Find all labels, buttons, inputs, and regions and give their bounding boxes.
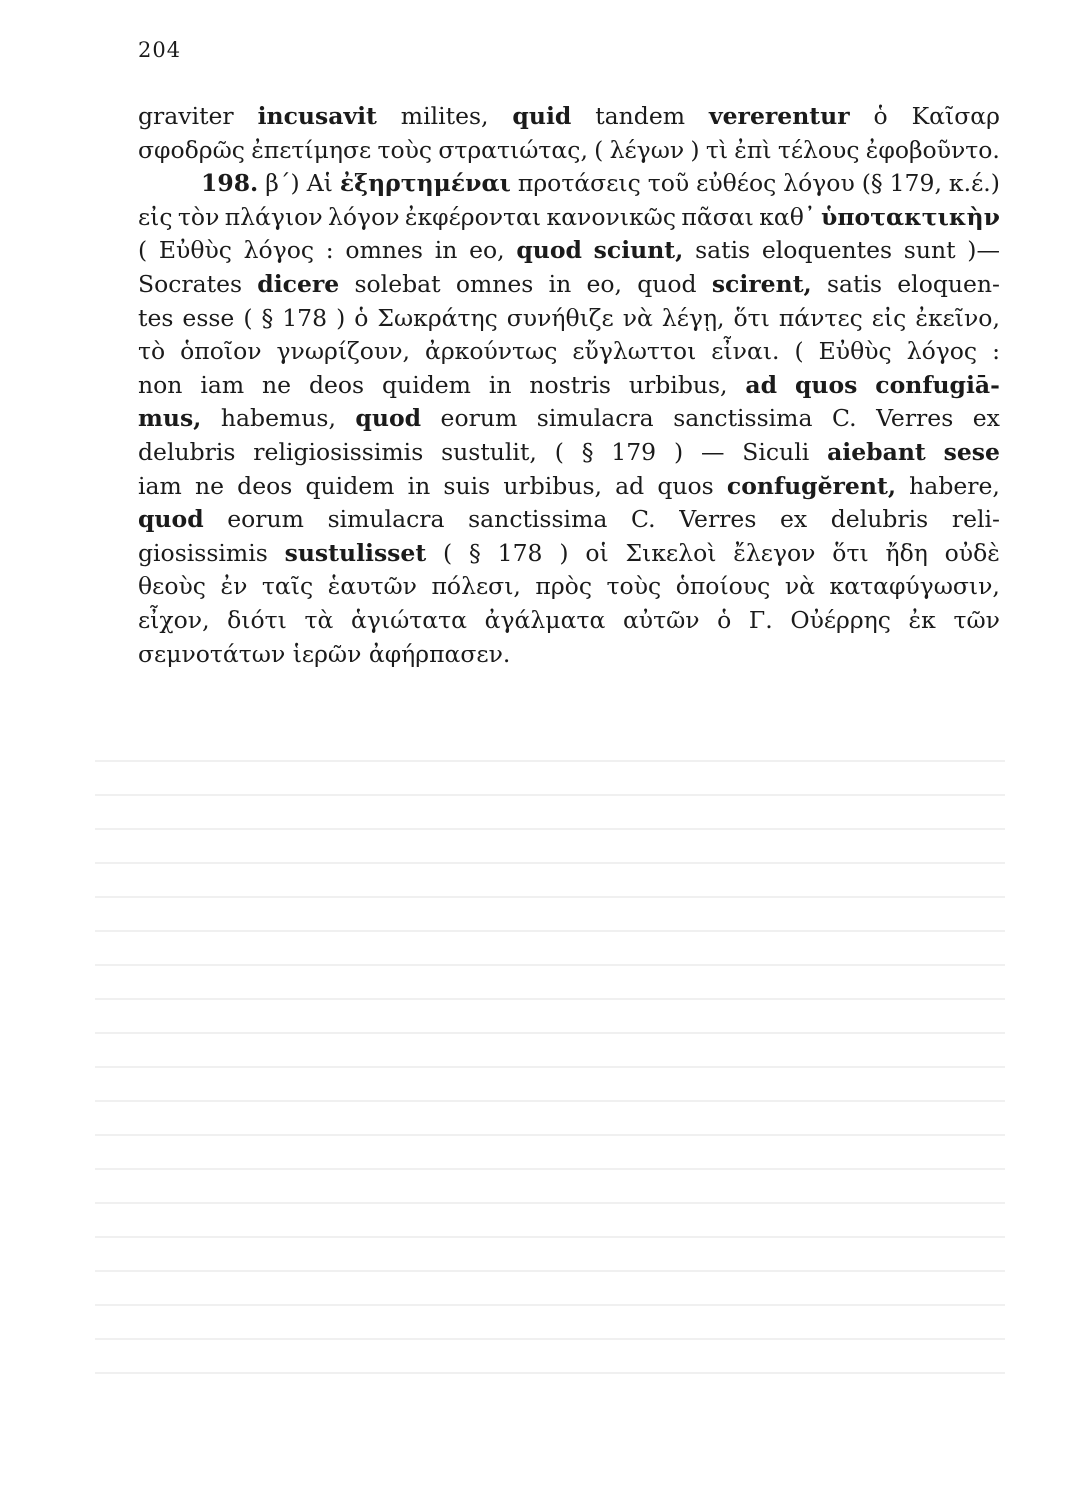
word: deos bbox=[237, 471, 293, 500]
word: νὰ bbox=[622, 303, 653, 332]
word: nostris bbox=[529, 370, 611, 399]
word: ἐπὶ bbox=[734, 135, 772, 164]
bold-word: ἐξηρτημέναι bbox=[339, 169, 511, 198]
show-through-background bbox=[95, 760, 1005, 1400]
word: ὁ bbox=[354, 303, 369, 332]
word: πᾶσαι bbox=[681, 202, 754, 231]
word: ad bbox=[615, 471, 645, 500]
word: reli- bbox=[951, 505, 1000, 534]
bold-word: quod bbox=[355, 404, 422, 433]
word: satis bbox=[695, 236, 751, 265]
word: λέγῃ, bbox=[661, 303, 725, 332]
word: τὰ bbox=[304, 605, 334, 634]
word: διότι bbox=[227, 605, 287, 634]
word: εἶναι. bbox=[711, 337, 780, 366]
word: in bbox=[407, 471, 431, 500]
word: β΄) bbox=[265, 169, 300, 198]
word: eloquen- bbox=[897, 269, 1000, 298]
word: § bbox=[469, 538, 481, 567]
text-line bbox=[138, 234, 1000, 268]
word: στρατιώτας, bbox=[438, 135, 588, 164]
word: eorum bbox=[440, 404, 518, 433]
bold-word: confugiā- bbox=[875, 370, 1000, 399]
word: deos bbox=[308, 370, 365, 399]
word: τέλους bbox=[777, 135, 860, 164]
word: Socrates bbox=[138, 269, 243, 298]
word: αὐτῶν bbox=[622, 605, 700, 634]
word: Σικελοὶ bbox=[625, 538, 717, 567]
word: ( bbox=[443, 538, 453, 567]
word: ) bbox=[673, 437, 684, 466]
word: πάντες bbox=[778, 303, 863, 332]
word: in bbox=[488, 370, 512, 399]
word: πρὸς bbox=[535, 572, 592, 601]
body-text bbox=[138, 100, 1000, 671]
word: Καῖσαρ bbox=[911, 102, 1000, 130]
text-line bbox=[138, 134, 1000, 168]
word: λόγος bbox=[243, 236, 315, 265]
text-line bbox=[138, 167, 1000, 201]
word: ἐν bbox=[220, 572, 248, 601]
word: milites, bbox=[400, 102, 489, 130]
word: εὔγλωττοι bbox=[572, 337, 697, 366]
bold-word: mus, bbox=[138, 404, 202, 433]
word: ἁγιώτατα bbox=[350, 605, 468, 634]
word: τὸν bbox=[177, 202, 220, 231]
word: sunt bbox=[903, 236, 956, 265]
word: Εὐθὺς bbox=[158, 236, 232, 265]
bold-word: scirent, bbox=[711, 269, 812, 298]
bold-word: quod bbox=[516, 236, 582, 265]
word: τοῦ bbox=[647, 169, 690, 198]
text-line bbox=[138, 638, 1000, 672]
word: ἐπετίμησε bbox=[251, 135, 372, 164]
word: ἤδη bbox=[885, 538, 928, 567]
word: ἐκ bbox=[908, 605, 936, 634]
word: ) bbox=[336, 303, 346, 332]
word: Γ. bbox=[748, 605, 773, 634]
word: graviter bbox=[138, 102, 234, 130]
word: ὁποῖον bbox=[180, 337, 262, 366]
word: ( bbox=[554, 437, 564, 466]
bold-word: quid bbox=[512, 102, 572, 130]
word: ( bbox=[794, 337, 804, 366]
word: urbibus, bbox=[503, 471, 602, 500]
text-line bbox=[138, 537, 1000, 571]
word: sustulit, bbox=[441, 437, 537, 466]
word: ( bbox=[243, 303, 253, 332]
word: οὐδὲ bbox=[944, 538, 1000, 567]
bold-word: quos bbox=[794, 370, 858, 399]
word: : bbox=[325, 236, 334, 265]
word: θεοὺς bbox=[138, 572, 206, 601]
word: eo, bbox=[586, 269, 622, 298]
word: ἐκεῖνο, bbox=[915, 303, 1000, 332]
text-line bbox=[138, 402, 1000, 436]
bold-word: ὑποτακτικὴν bbox=[821, 202, 1000, 231]
bold-word: sese bbox=[943, 437, 1000, 466]
word: σφοδρῶς bbox=[138, 135, 245, 164]
word: omnes bbox=[455, 269, 534, 298]
text-line bbox=[138, 604, 1000, 638]
word: tes bbox=[138, 303, 174, 332]
word: iam bbox=[138, 471, 182, 500]
word: κ.έ.) bbox=[948, 169, 1000, 198]
text-line bbox=[138, 201, 1000, 235]
word: in bbox=[548, 269, 572, 298]
word: τὶ bbox=[705, 135, 729, 164]
word: 179 bbox=[611, 437, 657, 466]
word: 179, bbox=[889, 169, 942, 198]
word: ὁ bbox=[717, 605, 732, 634]
word: ὁποίους bbox=[675, 572, 771, 601]
word: λόγου bbox=[783, 169, 855, 198]
word: ἀφήρπασεν. bbox=[368, 639, 511, 668]
word: ἐκφέρονται bbox=[404, 202, 542, 231]
word: Σωκράτης bbox=[377, 303, 498, 332]
bold-word: sustulisset bbox=[284, 538, 427, 567]
word: Οὐέρρης bbox=[790, 605, 891, 634]
word: ) bbox=[690, 135, 700, 164]
word: νὰ bbox=[784, 572, 815, 601]
word: : bbox=[992, 337, 1000, 366]
word: in bbox=[434, 236, 458, 265]
bold-word: vererentur bbox=[708, 102, 850, 130]
text-line bbox=[138, 570, 1000, 604]
bold-word: dicere bbox=[257, 269, 340, 298]
word: καταφύγωσιν, bbox=[829, 572, 1000, 601]
word: solebat bbox=[354, 269, 441, 298]
word: sanctissima bbox=[673, 404, 813, 433]
word: sanctissima bbox=[468, 505, 608, 534]
text-line bbox=[138, 369, 1000, 403]
word: C. bbox=[831, 404, 857, 433]
word: eo, bbox=[469, 236, 505, 265]
bold-word: confugĕrent, bbox=[726, 471, 897, 500]
word: ne bbox=[262, 370, 292, 399]
word: εἶχον, bbox=[138, 605, 210, 634]
word: ὁ bbox=[873, 102, 888, 130]
word: τοὺς bbox=[377, 135, 433, 164]
word: ὅτι bbox=[733, 303, 770, 332]
word: ( bbox=[138, 236, 148, 265]
word: κανονικῶς bbox=[546, 202, 677, 231]
bold-word: incusavit bbox=[257, 102, 377, 130]
word: Verres bbox=[876, 404, 954, 433]
word: quos bbox=[657, 471, 714, 500]
word: § bbox=[581, 437, 594, 466]
word: — bbox=[700, 437, 725, 466]
word: omnes bbox=[345, 236, 423, 265]
word: eorum bbox=[227, 505, 304, 534]
word: 178 bbox=[497, 538, 543, 567]
text-line bbox=[138, 436, 1000, 470]
word: habemus, bbox=[220, 404, 336, 433]
word: ὅτι bbox=[832, 538, 869, 567]
word: σεμνοτάτων bbox=[138, 639, 293, 668]
word: eloquentes bbox=[761, 236, 893, 265]
word: 178 bbox=[282, 303, 328, 332]
word: τοὺς bbox=[606, 572, 662, 601]
word: simulacra bbox=[327, 505, 445, 534]
word: λέγων bbox=[609, 135, 685, 164]
word: εἰς bbox=[871, 303, 907, 332]
word: ἀγάλματα bbox=[484, 605, 606, 634]
word: λόγον bbox=[327, 202, 400, 231]
word: )— bbox=[967, 236, 1000, 265]
word: ταῖς bbox=[261, 572, 314, 601]
word: τὸ bbox=[138, 337, 166, 366]
word: quidem bbox=[382, 370, 471, 399]
word: ἐφοβοῦντο. bbox=[865, 135, 1000, 164]
word: Αἱ bbox=[306, 169, 333, 198]
word: συνήθιζε bbox=[506, 303, 614, 332]
word: quod bbox=[637, 269, 697, 298]
word: (§ bbox=[861, 169, 883, 198]
word: non bbox=[138, 370, 183, 399]
bold-word: quod bbox=[138, 505, 204, 534]
word: esse bbox=[182, 303, 235, 332]
word: πλάγιον bbox=[224, 202, 323, 231]
word: tandem bbox=[595, 102, 686, 130]
word: quidem bbox=[305, 471, 395, 500]
text-line bbox=[138, 268, 1000, 302]
page-number: 204 bbox=[138, 38, 182, 62]
bold-word: 198. bbox=[201, 169, 259, 198]
word: delubris bbox=[138, 437, 236, 466]
word: τῶν bbox=[953, 605, 1000, 634]
word: suis bbox=[443, 471, 491, 500]
word: iam bbox=[200, 370, 245, 399]
word: habere, bbox=[909, 471, 1000, 500]
word: Verres bbox=[679, 505, 757, 534]
text-line bbox=[138, 503, 1000, 537]
bold-word: sciunt, bbox=[593, 236, 684, 265]
word: ἔλεγον bbox=[733, 538, 816, 567]
word: πόλεσι, bbox=[431, 572, 521, 601]
word: καθ᾽ bbox=[759, 202, 816, 231]
word: religiosissimis bbox=[253, 437, 424, 466]
word: § bbox=[261, 303, 274, 332]
word: ex bbox=[972, 404, 1000, 433]
text-line bbox=[138, 335, 1000, 369]
text-line bbox=[138, 470, 1000, 504]
word: ἱερῶν bbox=[292, 639, 369, 668]
word: λόγος bbox=[906, 337, 978, 366]
word: οἱ bbox=[585, 538, 609, 567]
word: προτάσεις bbox=[517, 169, 641, 198]
word: εὐθέος bbox=[696, 169, 777, 198]
word: ἀρκούντως bbox=[424, 337, 558, 366]
word: simulacra bbox=[536, 404, 654, 433]
word: ex bbox=[779, 505, 808, 534]
word: Εὐθὺς bbox=[818, 337, 892, 366]
word: ἑαυτῶν bbox=[327, 572, 417, 601]
word: urbibus, bbox=[628, 370, 728, 399]
word: giosissimis bbox=[138, 538, 268, 567]
word: C. bbox=[630, 505, 656, 534]
word: εἰς bbox=[138, 202, 173, 231]
bold-word: ad bbox=[745, 370, 778, 399]
word: ( bbox=[594, 135, 604, 164]
word: ) bbox=[559, 538, 569, 567]
word: Siculi bbox=[742, 437, 810, 466]
word: satis bbox=[826, 269, 883, 298]
bold-word: aiebant bbox=[827, 437, 926, 466]
word: ne bbox=[194, 471, 225, 500]
text-line bbox=[138, 100, 1000, 134]
word: delubris bbox=[830, 505, 929, 534]
word: γνωρίζουν, bbox=[276, 337, 410, 366]
text-line bbox=[138, 302, 1000, 336]
